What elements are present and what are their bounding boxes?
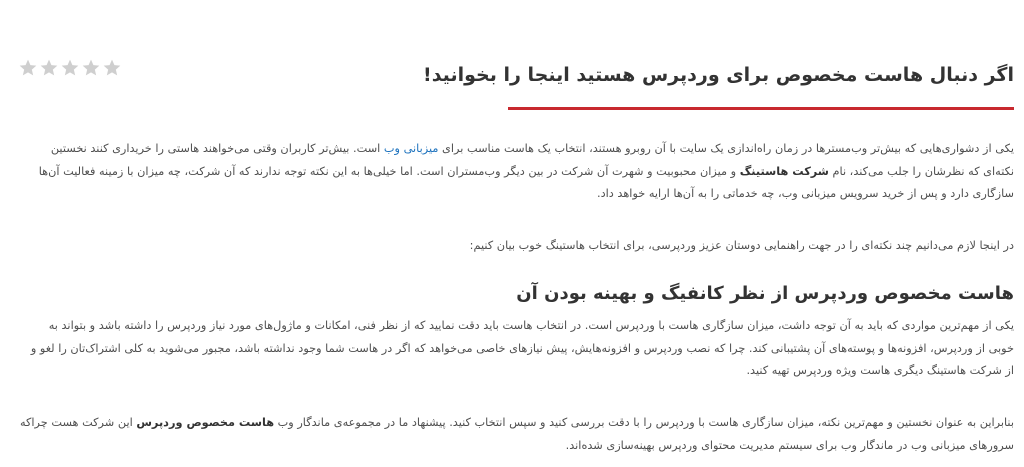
recommendation-paragraph <box>20 412 1014 457</box>
star-icon[interactable] <box>18 58 38 78</box>
intro-text-1: یکی از دشواری‌هایی که بیش‌تر وب‌مسترها در زمان راه‌اندازی یک سایت با آن روبرو هستند، انتخاب یک هاست مناسب برای <box>438 142 1014 155</box>
intro-paragraph <box>20 138 1014 206</box>
recommendation-text-2: این شرکت هست چراکه سرورهای میزبانی وب در ماندگار وب برای سیستم مدیریت محتوای وردپرس بهینه‌سازی شده‌اند. <box>19 416 1014 452</box>
star-icon[interactable] <box>60 58 80 78</box>
web-hosting-link[interactable]: میزبانی وب <box>383 142 439 155</box>
star-rating[interactable] <box>18 58 122 78</box>
intro-text-3: و میزان محبوبیت و شهرت آن شرکت در بین دیگر وب‌مستران است. اما خیلی‌ها به این نکته توجه ندارند که آن شرکت، چه میزان با زمینه فعالیت آن‌ها سازگاری دارد و پس از خرید سرویس میزبانی وب، چه خدماتی را به آن‌ها ارایه خواهد داد. <box>38 164 1014 200</box>
star-icon[interactable] <box>39 58 59 78</box>
section-heading: هاست مخصوص وردپرس از نظر کانفیگ و بهینه بودن آن <box>516 283 1014 304</box>
compatibility-paragraph: یکی از مهم‌ترین مواردی که باید به آن توجه داشت، میزان سازگاری هاست با وردپرس است. در انتخاب هاست باید دقت نمایید که از نظر فنی، امکانات و ماژول‌های مورد نیاز وردپرس را داشته باشد و بتواند به خوبی از وردپرس، افزونه‌ها و پوسته‌های آن پشتیبانی کند. چرا که نصب وردپرس و افزونه‌هایش، پیش نیازهای خاصی می‌خواهد که اگر در هاست شما وجود نداشته باشد، مجبور می‌شوید به کلی اشتراک‌تان را لغو و از شرکت هاستینگ دیگری هاست ویژه وردپرس تهیه کنید. <box>30 319 1014 377</box>
hosting-company-bold: شرکت هاستینگ <box>739 164 829 178</box>
guide-paragraph: در اینجا لازم می‌دانیم چند نکته‌ای را در جهت راهنمایی دوستان عزیز وردپرسی، برای انتخاب هاستینگ خوب بیان کنیم: <box>469 239 1014 252</box>
title-underline <box>508 107 1014 110</box>
star-icon[interactable] <box>102 58 122 78</box>
intro-text-2: است. بیش‌تر کاربران وقتی می‌خواهند هاستی را خریداری کنند نخستین نکته‌ای که نظرشان را جلب می‌کند، نام <box>50 142 1014 178</box>
recommendation-text-1: بنابراین به عنوان نخستین و مهم‌ترین نکته، میزان سازگاری هاست با وردپرس را با دقت بررسی کنید و سپس انتخاب کنید. پیشنهاد ما در مجموعه‌ی ماندگار وب <box>274 416 1014 429</box>
star-icon[interactable] <box>81 58 101 78</box>
article-title: اگر دنبال هاست مخصوص برای وردپرس هستید اینجا را بخوانید! <box>423 64 1014 86</box>
wordpress-host-bold: هاست مخصوص وردپرس <box>136 416 275 429</box>
